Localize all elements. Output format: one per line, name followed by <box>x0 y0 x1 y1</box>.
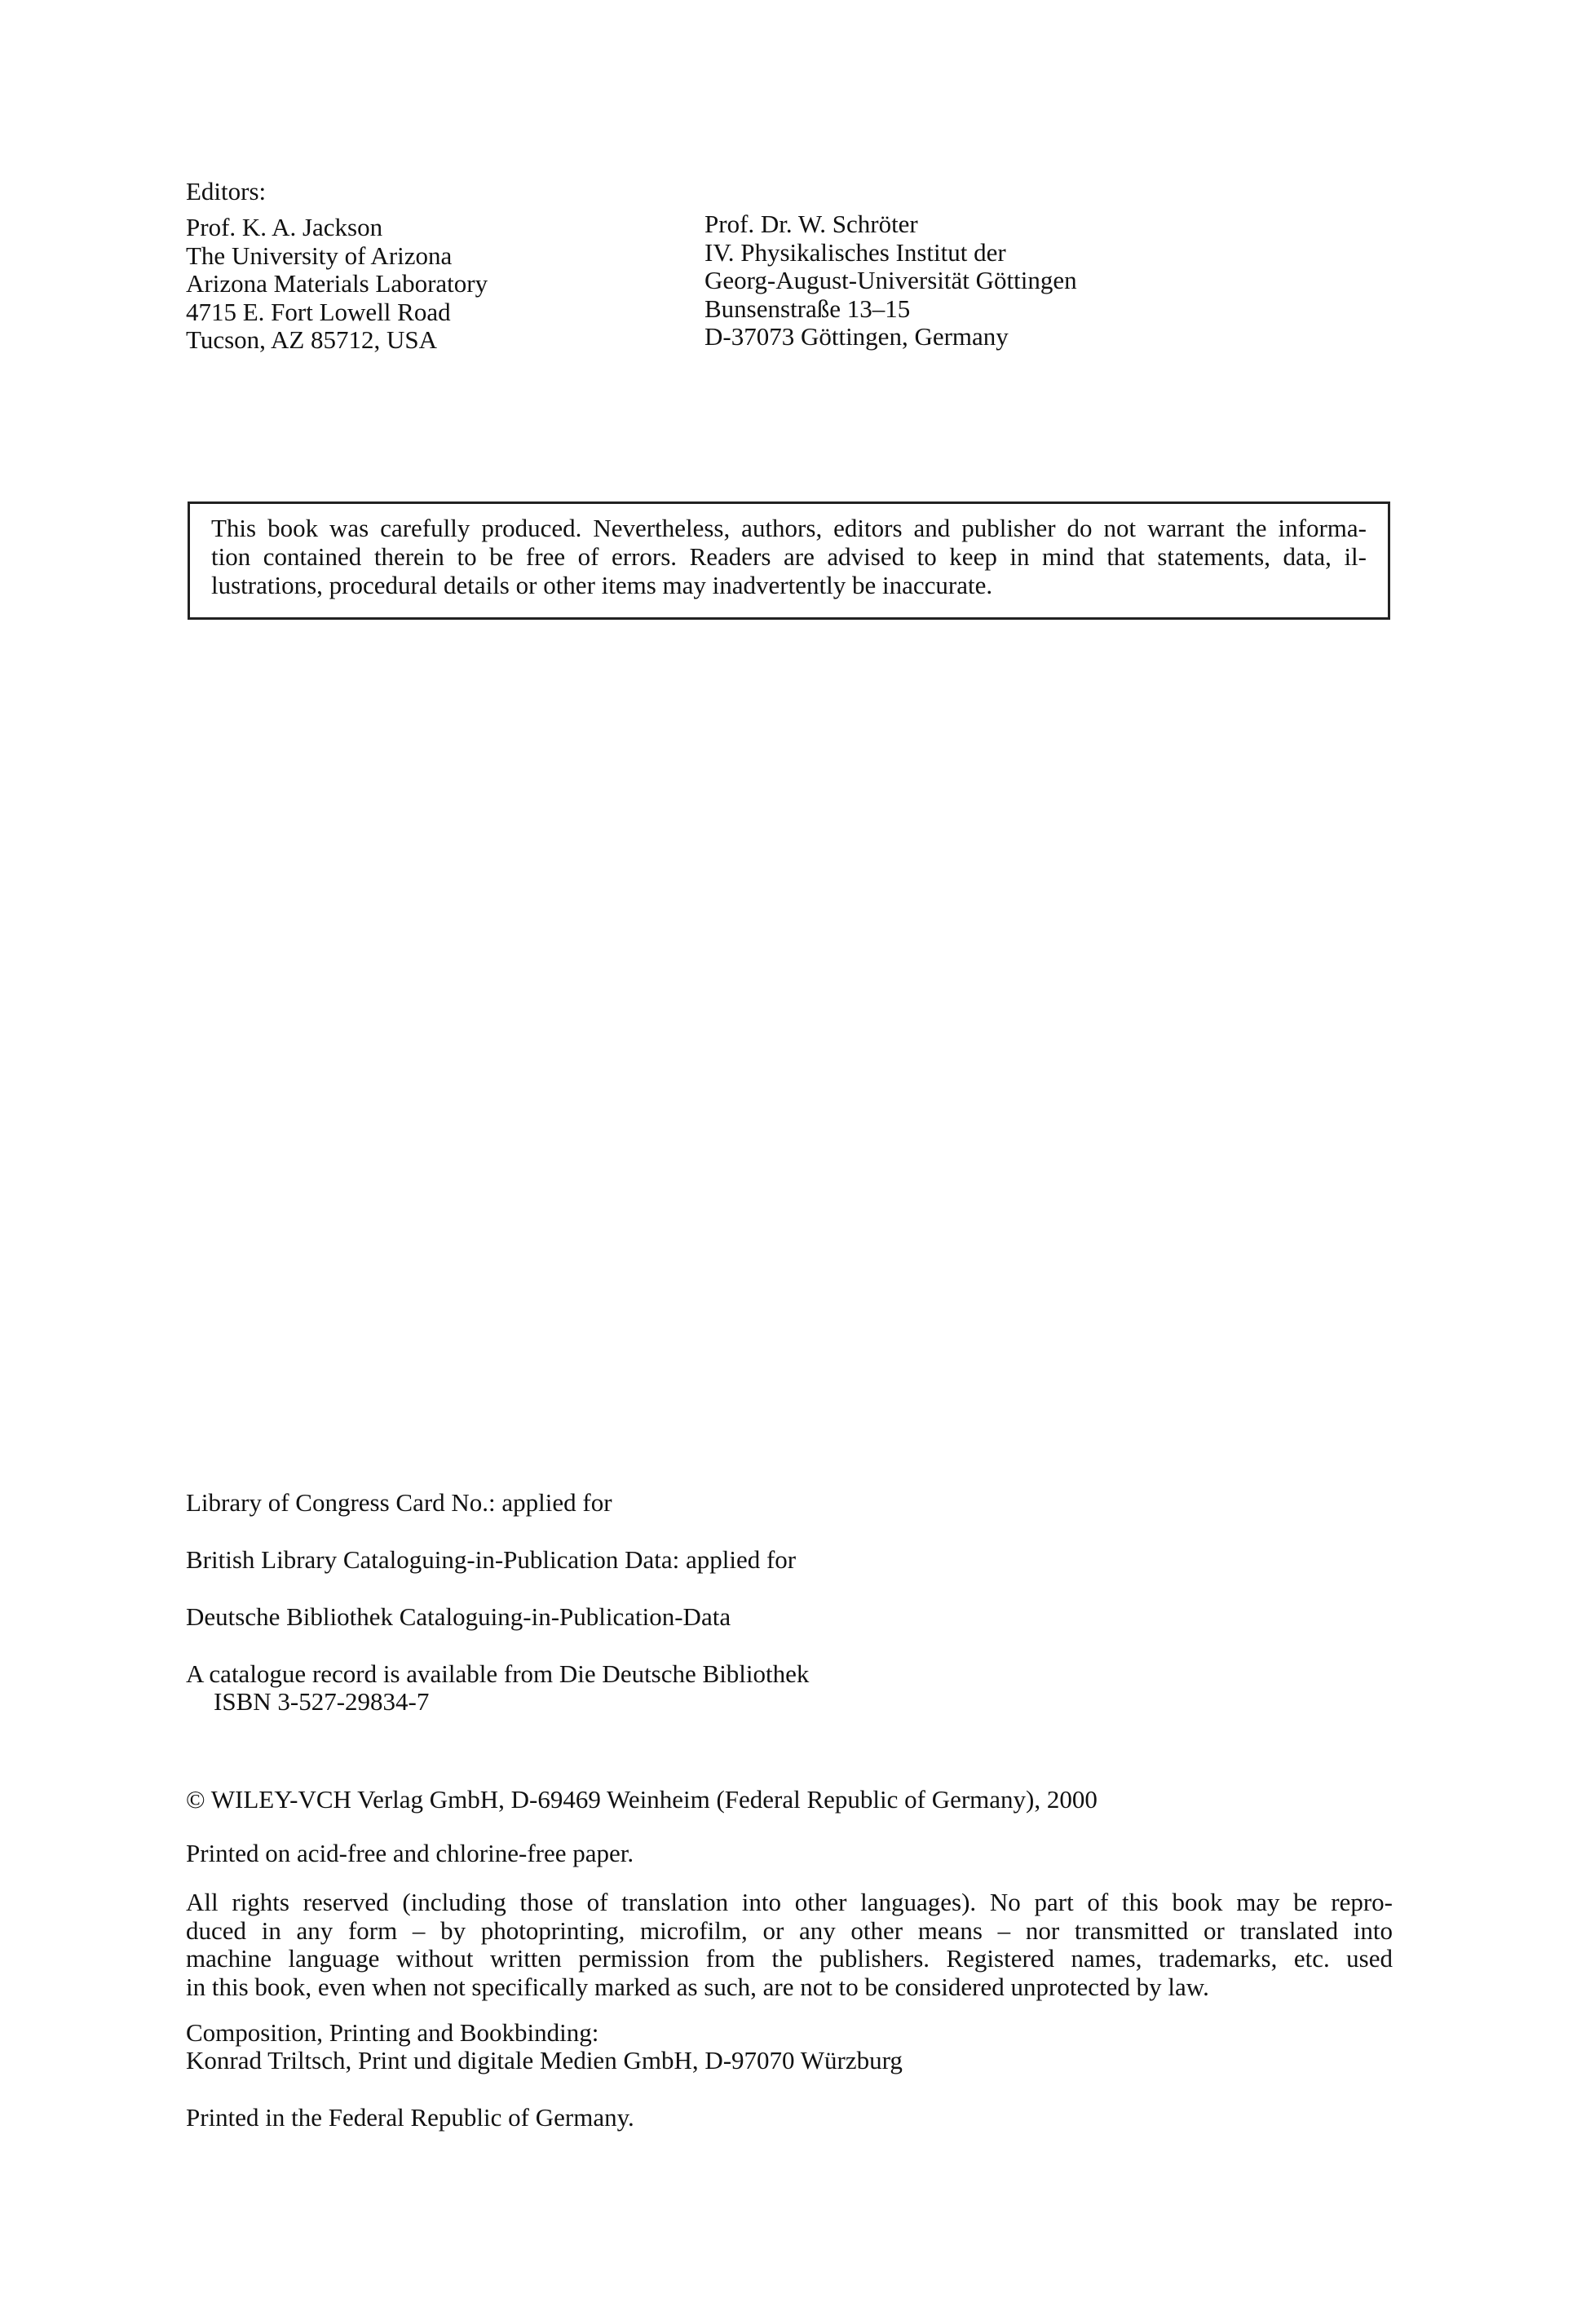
editor-address-jackson <box>186 214 488 355</box>
disclaimer-line: tion contained therein to be free of errors. Readers are advised to keep in mind that statements, data, il- <box>211 542 1367 571</box>
editor-name: Prof. K. A. Jackson <box>186 213 383 241</box>
deutsche-bibliothek: Deutsche Bibliothek Cataloguing-in-Publication-Data <box>186 1602 731 1631</box>
disclaimer-line: lustrations, procedural details or other items may inadvertently be inaccurate. <box>211 571 993 599</box>
address-line: 4715 E. Fort Lowell Road <box>186 297 451 326</box>
editors-label: Editors: <box>186 177 267 205</box>
rights-line: duced in any form – by photoprinting, microfilm, or any other means – nor transmitted or translated into <box>186 1915 1393 1945</box>
isbn: ISBN 3-527-29834-7 <box>214 1687 430 1716</box>
address-line: Tucson, AZ 85712, USA <box>186 325 438 354</box>
composition-label: Composition, Printing and Bookbinding: <box>186 2018 599 2047</box>
catalogue-record: A catalogue record is available from Die Deutsche Bibliothek <box>186 1659 810 1688</box>
paper-note: Printed on acid-free and chlorine-free paper. <box>186 1839 634 1867</box>
library-of-congress: Library of Congress Card No.: applied for <box>186 1488 612 1517</box>
address-line: Bunsenstraße 13–15 <box>704 294 911 323</box>
british-library: British Library Cataloguing-in-Publication Data: applied for <box>186 1545 797 1574</box>
rights-line: in this book, even when not specifically marked as such, are not to be considered unprotected by law. <box>186 1972 1209 2001</box>
address-line: Georg-August-Universität Göttingen <box>704 266 1077 294</box>
composition-value: Konrad Triltsch, Print und digitale Medien GmbH, D-97070 Würzburg <box>186 2046 903 2074</box>
copyright-notice: © WILEY-VCH Verlag GmbH, D-69469 Weinheim (Federal Republic of Germany), 2000 <box>186 1785 1098 1814</box>
editor-name: Prof. Dr. W. Schröter <box>704 210 918 238</box>
address-line: Arizona Materials Laboratory <box>186 269 488 298</box>
address-line: IV. Physikalisches Institut der <box>704 237 1006 267</box>
rights-line: All rights reserved (including those of translation into other languages). No part of this book may be repro- <box>186 1888 1393 1916</box>
rights-line: machine language without written permission from the publishers. Registered names, trademarks, etc. used <box>186 1944 1393 1973</box>
editor-address-schroeter <box>704 210 1077 351</box>
rights-paragraph <box>186 1889 1393 2001</box>
address-line: D-37073 Göttingen, Germany <box>704 322 1009 351</box>
disclaimer-box <box>188 501 1390 620</box>
address-line: The University of Arizona <box>186 241 453 270</box>
disclaimer-line: This book was carefully produced. Nevertheless, authors, editors and publisher do not warrant the informa- <box>211 514 1367 542</box>
printed-in: Printed in the Federal Republic of Germany. <box>186 2103 634 2132</box>
